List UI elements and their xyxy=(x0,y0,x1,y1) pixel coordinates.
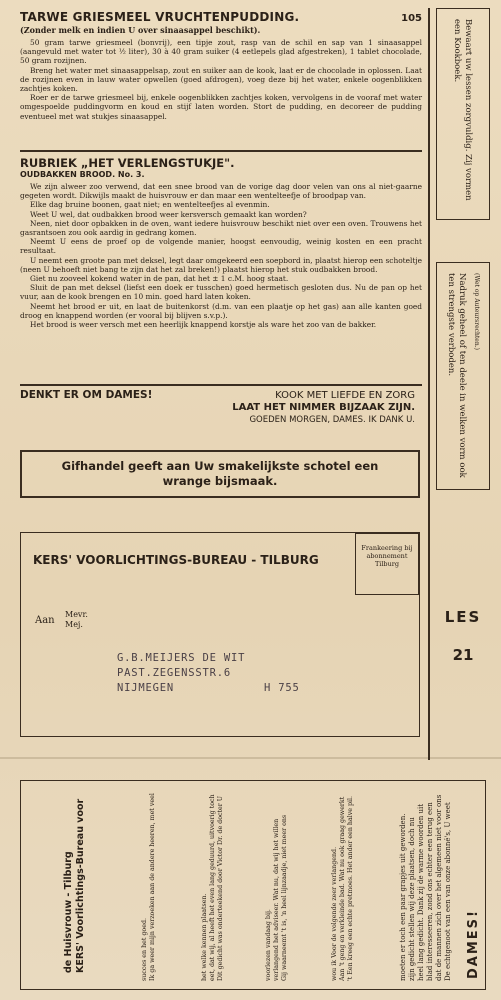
slogan-line: LAAT HET NIMMER BIJZAAK ZIJN. xyxy=(232,402,415,413)
gifhandel-line: Gifhandel geeft aan Uw smakelijkste schotel een xyxy=(61,459,379,473)
address-line: NIJMEGEN xyxy=(117,682,174,694)
section-paragraph: Neen, niet door opbakken in de oven, want iedere huisvrouw beschikt niet over een oven. Trouwens het gasrantsoen zou ook aardig in gedrang komen. xyxy=(20,218,422,238)
panel-column: Dit gedicht was onderteekend door Victor Dr. de docter U eet, dat wij, al heeft het even lang geduurd, uitvoerig toch het welke kennen plaatsen. xyxy=(201,794,224,981)
page-number: 105 xyxy=(401,13,422,24)
slogan-line: GOEDEN MORGEN, DAMES. IK DANK U. xyxy=(249,415,415,425)
section-paragraph: Elke dag bruine boonen, gaat niet; en wentelteefjes al evenmin. xyxy=(30,200,270,210)
divider xyxy=(20,150,422,152)
verlengstukje-block xyxy=(20,156,422,329)
bewaart-note: Bewaart uw lessen zorgvuldig. Zij vormen een Kookboek. xyxy=(452,19,473,201)
section-paragraph: Het brood is weer versch met een heerlijk knappend korstje als ware het zoo van de bakker. xyxy=(30,320,377,330)
slogan-line: KOOK MET LIEFDE EN ZORG xyxy=(275,390,415,401)
nadruk-note: Nadruk geheel of ten deele in welken vorm ook ten strengste verboden. xyxy=(446,273,467,478)
panel-column: 't Een kreeg een echte pretmoes. Het ander een halve pil. Aan 't geng en verkleinde bad. Wat nu ook graag gewerkt wou ik Voor de volgende zeer verlangend. xyxy=(331,795,354,981)
section-paragraph: We zijn alweer zoo verwend, dat een snee brood van de vorige dag door velen van ons al niet-gaarne gegeten wordt. Dikwijls maakt de huisvrouw er dan maar een wentelteefje of broodpap van. xyxy=(20,182,422,201)
section-paragraph: Neemt het brood er uit, en laat de buitenkorst (d.m. van een plaatje op het gas) aan alle kanten goed droog en knappend worden (er vooral bij blijven s.v.p.). xyxy=(20,301,422,320)
nadruk-box xyxy=(436,262,490,490)
aan-label: Aan xyxy=(35,615,55,626)
bottom-panel xyxy=(20,780,486,990)
section-paragraph: U neemt een groote pan met deksel, legt daar omgekeerd een soepbord in, plaatst hierop een schoteltje (neen U behoeft niet bang te zijn dat het zal breken!) plaatst hierop het stuk oudbakken brood. xyxy=(20,255,422,274)
panel-column: Gij waarneemt 't is, 'n heel lijnzaadje, niet meer ons verlangend het adviseer. Wat nu, dat wij het willen voorlezen vandaag bij. xyxy=(265,814,288,981)
fold-line xyxy=(0,757,501,759)
bureau-vertical-label: KERS' Voorlichtings-Bureau voor de Huisvrouw - Tilburg xyxy=(63,798,86,973)
divider xyxy=(20,384,422,386)
mej-label: Mej. xyxy=(65,620,83,629)
recipe-block xyxy=(20,10,422,121)
denkt-er-om-dames: DENKT ER OM DAMES! xyxy=(20,389,153,401)
rotated-panel-content xyxy=(21,781,487,991)
address-line: G.B.MEIJERS DE WIT xyxy=(117,652,246,664)
postage-text: Frankeering bij abonnement Tilburg xyxy=(361,544,413,568)
section-paragraph: Giet nu zooveel kokend water in de pan, dat het ± 1 c.M. hoog staat. xyxy=(30,274,289,284)
postage-stamp-box xyxy=(355,533,419,595)
bewaart-box xyxy=(436,8,490,220)
les-label: LES xyxy=(444,608,482,626)
section-subtitle: OUDBAKKEN BROOD. No. 3. xyxy=(20,170,145,179)
nadruk-note-small: (Wet op Auteursrechten.) xyxy=(473,273,480,350)
gifhandel-box xyxy=(20,450,420,498)
address-panel xyxy=(20,532,420,737)
section-title: RUBRIEK „HET VERLENGSTUKJE". xyxy=(20,156,235,170)
recipe-paragraph: 50 gram tarwe griesmeel (bonvrij), een tipje zout, rasp van de schil en sap van 1 sinaasappel (aangevuld met water tot ½ liter), 30 à 40 gram suiker (4 eetlepels glad afgestreken), 1 tablet chocolade, 50 gram rozijnen. xyxy=(20,38,422,66)
typed-address xyxy=(117,651,300,696)
panel-column: De echtgenoot van een van onze abonné's, U weet dat de mannen zich over het algemeen niet voor ons blad interesseeren, zond ons echter een terug een heel lang gedicht. Dank zij de warme woorden uit zijn gedicht stellen wij deze plaatsen, doch nu moeten er toch een paar grapjes uit geworden. xyxy=(399,794,452,981)
les-number: 21 xyxy=(452,646,474,664)
address-code: H 755 xyxy=(263,682,300,694)
slogan-block xyxy=(165,390,415,426)
dames-heading: DAMES! xyxy=(466,909,481,979)
recipe-title: TARWE GRIESMEEL VRUCHTENPUDDING. xyxy=(20,10,300,24)
address-line: PAST.ZEGENSSTR.6 xyxy=(117,667,231,679)
column-divider xyxy=(428,8,430,760)
recipe-paragraph: Roer er de tarwe griesmeel bij, enkele oogenblikken zachtjes koken, vervolgens in de vooraf met water omgespoelde puddingvorm en koud en stijf laten worden. Stort de pudding, en decoreer de pudding eventueel met wat stukjes sinaasappel. xyxy=(20,93,422,121)
gifhandel-line: wrange bijsmaak. xyxy=(162,474,278,488)
recipe-subtitle: (Zonder melk en indien U over sinaasappel beschikt). xyxy=(20,25,261,35)
section-paragraph: Sluit de pan met deksel (liefst een doek er tusschen) goed hermetisch gesloten dus. Nu de pan op het vuur, aan de kook brengen en 10 min. goed hard laten koken. xyxy=(20,283,422,302)
recipe-paragraph: Breng het water met sinaasappelsap, zout en suiker aan de kook, laat er de chocolade in oplossen. Laat de rozijnen even in lauw water opwellen (goed afdrogen), voeg deze bij het water, enkele oogenblikken zachtjes koken. xyxy=(20,65,422,94)
mevr-label: Mevr. xyxy=(65,610,88,619)
sender-name: KERS' VOORLICHTINGS-BUREAU - TILBURG xyxy=(33,553,319,567)
section-paragraph: Neemt U eens de proef op de volgende manier, hoogst eenvoudig, weinig kosten en een pracht resultaat. xyxy=(20,237,422,256)
section-paragraph: Weet U wel, dat oudbakken brood weer kersversch gemaakt kan worden? xyxy=(30,209,307,219)
panel-column: Ik ga weer mijn verzoeken aan de andere heeren, met veel succes en het goed. xyxy=(141,793,156,981)
